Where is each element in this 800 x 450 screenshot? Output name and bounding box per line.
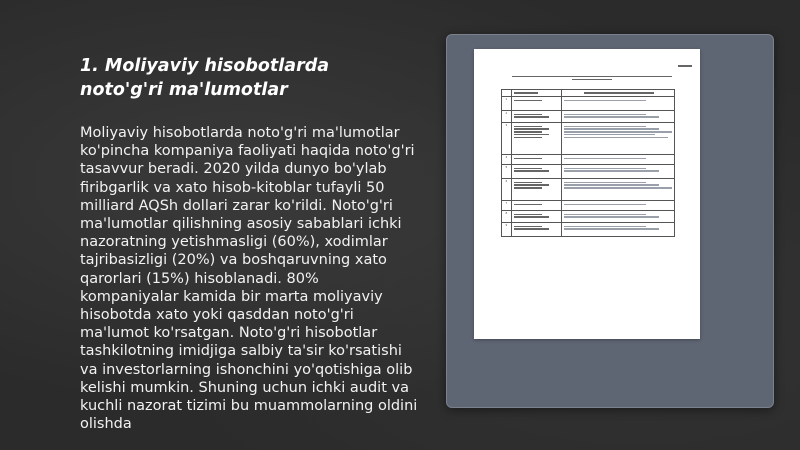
table-row: 6 xyxy=(502,179,675,201)
table-row: 5 xyxy=(502,165,675,179)
document-page-corner-mark xyxy=(678,64,692,68)
document-table-image xyxy=(501,89,675,237)
table-row: 1 xyxy=(502,97,675,111)
table-row: 2 xyxy=(502,111,675,123)
table-row: 4 xyxy=(502,155,675,165)
slide-title: 1. Moliyaviy hisobotlarda noto'g'ri ma'lumotlar xyxy=(80,56,330,100)
table-row: 8 xyxy=(502,211,675,223)
table-header-row xyxy=(502,90,675,97)
slide-body-text: Moliyaviy hisobotlarda noto'g'ri ma'lumotlar ko'pincha kompaniya faoliyati haqida noto'g'ri tasavvur beradi. 2020 yilda dunyo bo'ylab firibgarlik va xato hisob-kitoblar tufayli 50 milliard AQSh dollari zarar ko'rildi. Noto'g'ri ma'lumotlar qilishning asosiy sabablari ichki nazoratning yetishmasligi (60%), xodimlar tajribasizligi (20%) va boshqaruvning xato qarorlari (15%) hisoblanadi. 80% kompaniyalar kamida bir marta moliyaviy hisobotda xato yoki qasddan noto'g'ri ma'lumot ko'rsatgan. Noto'g'ri hisobotlar tashkilotning imidjiga salbiy ta'sir ko'rsatishi va investorlarning ishonchini yo'qotishiga olib kelishi mumkin. Shuning uchun ichki audit va kuchli nazorat tizimi bu muammolarning oldini olishda xyxy=(80,125,418,433)
document-page-image xyxy=(474,49,700,339)
table-row: 3 xyxy=(502,123,675,155)
document-heading-image xyxy=(504,76,680,80)
table-row: 9 xyxy=(502,223,675,237)
table-row: 7 xyxy=(502,201,675,211)
